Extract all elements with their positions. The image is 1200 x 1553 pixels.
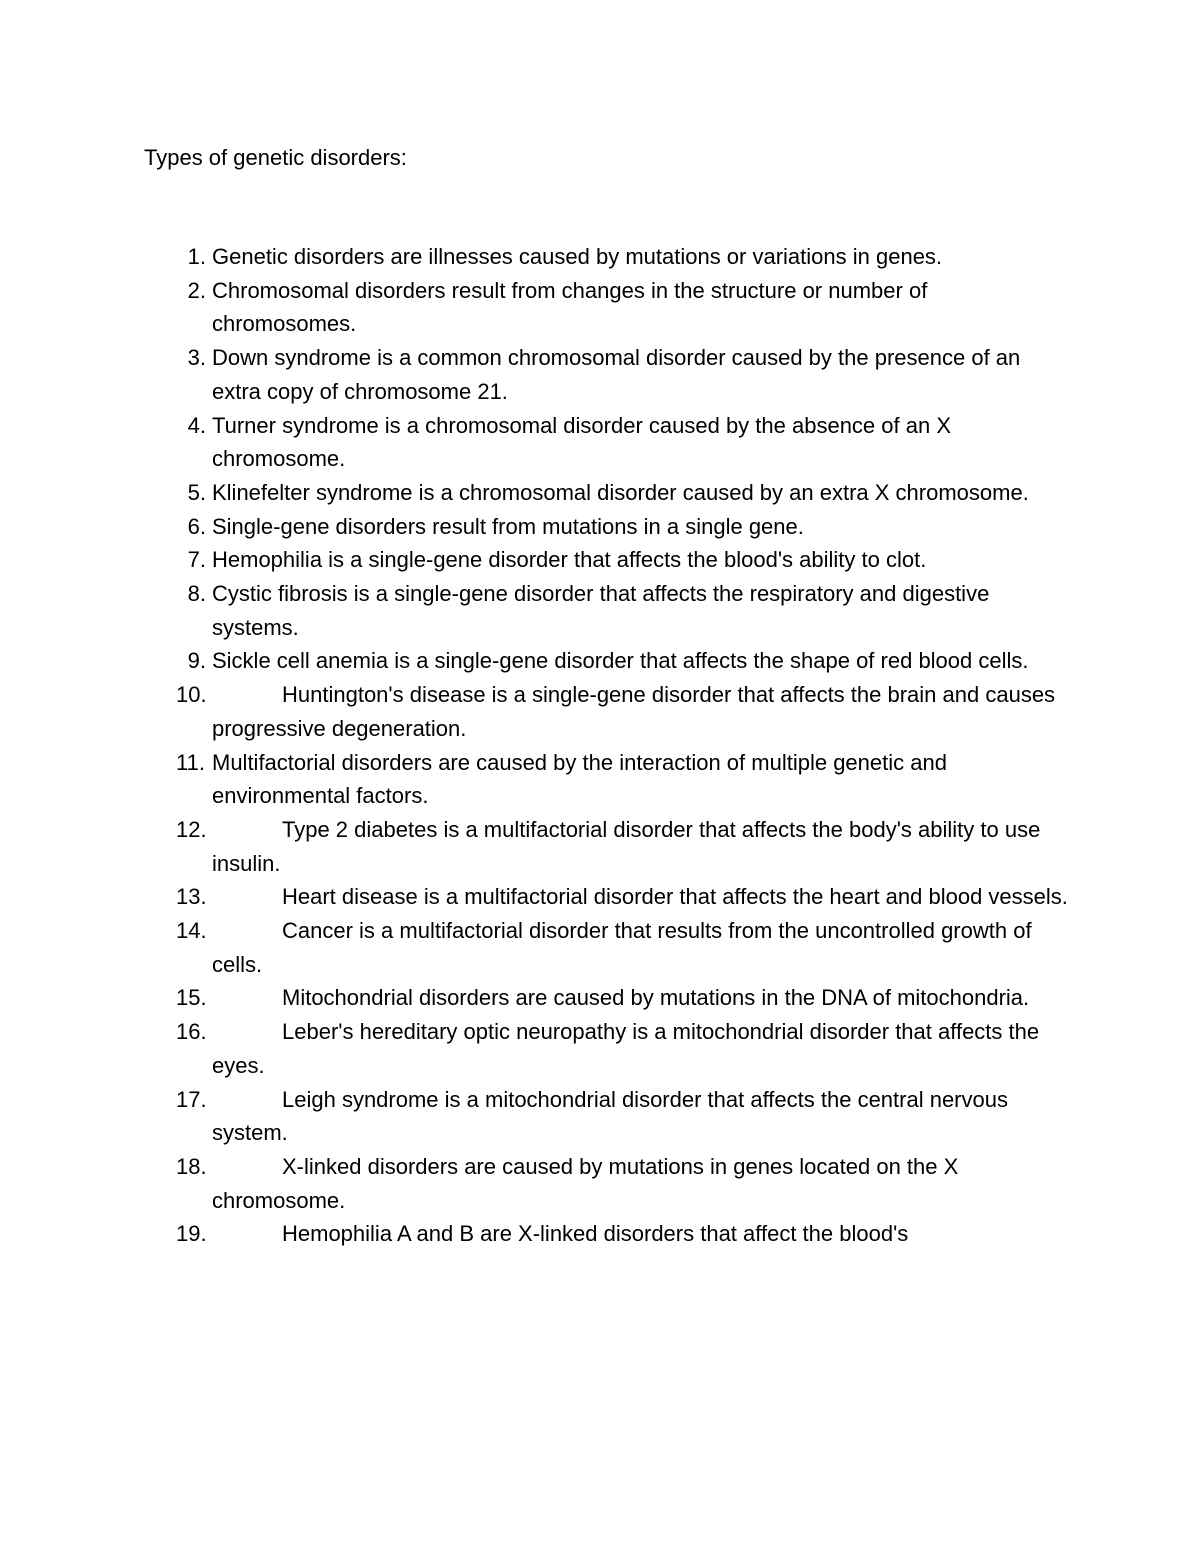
list-item bbox=[0, 1015, 1200, 1082]
list-item-text: Leigh syndrome is a mitochondrial disorder that affects the central nervous system. bbox=[212, 1086, 1008, 1146]
list-item bbox=[0, 543, 1200, 577]
list-item-text: Multifactorial disorders are caused by the interaction of multiple genetic and environmental factors. bbox=[212, 749, 947, 809]
list-item-number: 2. bbox=[187, 277, 206, 303]
list-item-text: X-linked disorders are caused by mutations in genes located on the X chromosome. bbox=[212, 1153, 959, 1213]
disorder-list bbox=[0, 240, 1200, 1251]
list-item-text: Heart disease is a multifactorial disorder that affects the heart and blood vessels. bbox=[282, 884, 1068, 910]
list-item-text: Cancer is a multifactorial disorder that results from the uncontrolled growth of cells. bbox=[212, 918, 1032, 977]
list-item-number: 17. bbox=[176, 1086, 207, 1112]
list-item-number: 3. bbox=[187, 345, 206, 371]
list-item-number: 11. bbox=[176, 749, 205, 775]
list-item-text: Turner syndrome is a chromosomal disorder caused by the absence of an X chromosome. bbox=[212, 412, 951, 472]
list-item-text: Genetic disorders are illnesses caused by mutations or variations in genes. bbox=[212, 244, 943, 269]
list-item-number: 14. bbox=[176, 918, 207, 944]
list-item-text: Leber's hereditary optic neuropathy is a mitochondrial disorder that affects the eyes. bbox=[212, 1019, 1040, 1078]
list-item bbox=[0, 274, 1200, 341]
list-item bbox=[0, 341, 1200, 408]
list-item bbox=[0, 914, 1200, 981]
list-item-text: Sickle cell anemia is a single-gene disorder that affects the shape of red blood cells. bbox=[212, 648, 1029, 674]
list-item-number: 19. bbox=[176, 1221, 207, 1247]
list-item-number: 10. bbox=[176, 682, 207, 708]
list-item-text: Down syndrome is a common chromosomal disorder caused by the presence of an extra copy of chromosome 21. bbox=[212, 345, 1021, 404]
list-item-text: Chromosomal disorders result from changes in the structure or number of chromosomes. bbox=[212, 277, 928, 337]
list-item bbox=[0, 678, 1200, 745]
list-item-text: Klinefelter syndrome is a chromosomal disorder caused by an extra X chromosome. bbox=[212, 479, 1029, 505]
list-item-text: Cystic fibrosis is a single-gene disorder that affects the respiratory and digestive systems. bbox=[212, 581, 990, 640]
list-item bbox=[0, 1217, 1200, 1251]
list-item bbox=[0, 981, 1200, 1015]
list-item-number: 4. bbox=[187, 412, 206, 438]
list-item-text: Mitochondrial disorders are caused by mutations in the DNA of mitochondria. bbox=[282, 985, 1030, 1011]
list-item-number: 13. bbox=[176, 884, 207, 910]
list-item-number: 15. bbox=[176, 985, 207, 1011]
list-item bbox=[0, 510, 1200, 544]
list-item-number: 6. bbox=[187, 513, 206, 539]
list-item bbox=[0, 577, 1200, 644]
list-item-number: 5. bbox=[187, 479, 206, 505]
list-item bbox=[0, 1150, 1200, 1217]
list-item bbox=[0, 644, 1200, 678]
list-item-number: 8. bbox=[187, 581, 206, 607]
list-item-text: Hemophilia is a single-gene disorder that affects the blood's ability to clot. bbox=[212, 547, 927, 573]
list-item bbox=[0, 813, 1200, 880]
list-item bbox=[0, 880, 1200, 914]
list-item-text: Hemophilia A and B are X-linked disorders that affect the blood's bbox=[282, 1221, 909, 1247]
list-item bbox=[0, 240, 1200, 274]
list-item bbox=[0, 1083, 1200, 1150]
list-item bbox=[0, 746, 1200, 813]
list-item-number: 9. bbox=[187, 648, 206, 674]
list-item-number: 18. bbox=[176, 1153, 207, 1179]
list-item bbox=[0, 409, 1200, 476]
list-item-number: 16. bbox=[176, 1019, 207, 1045]
list-item-number: 7. bbox=[187, 547, 206, 573]
list-item-number: 12. bbox=[176, 816, 207, 842]
list-item bbox=[0, 476, 1200, 510]
list-item-number: 1. bbox=[187, 244, 206, 269]
list-item-text: Huntington's disease is a single-gene disorder that affects the brain and causes progressive degeneration. bbox=[212, 682, 1056, 741]
page-title: Types of genetic disorders: bbox=[144, 145, 407, 170]
list-item-text: Type 2 diabetes is a multifactorial disorder that affects the body's ability to use insulin. bbox=[212, 816, 1041, 876]
list-item-text: Single-gene disorders result from mutations in a single gene. bbox=[212, 513, 804, 539]
